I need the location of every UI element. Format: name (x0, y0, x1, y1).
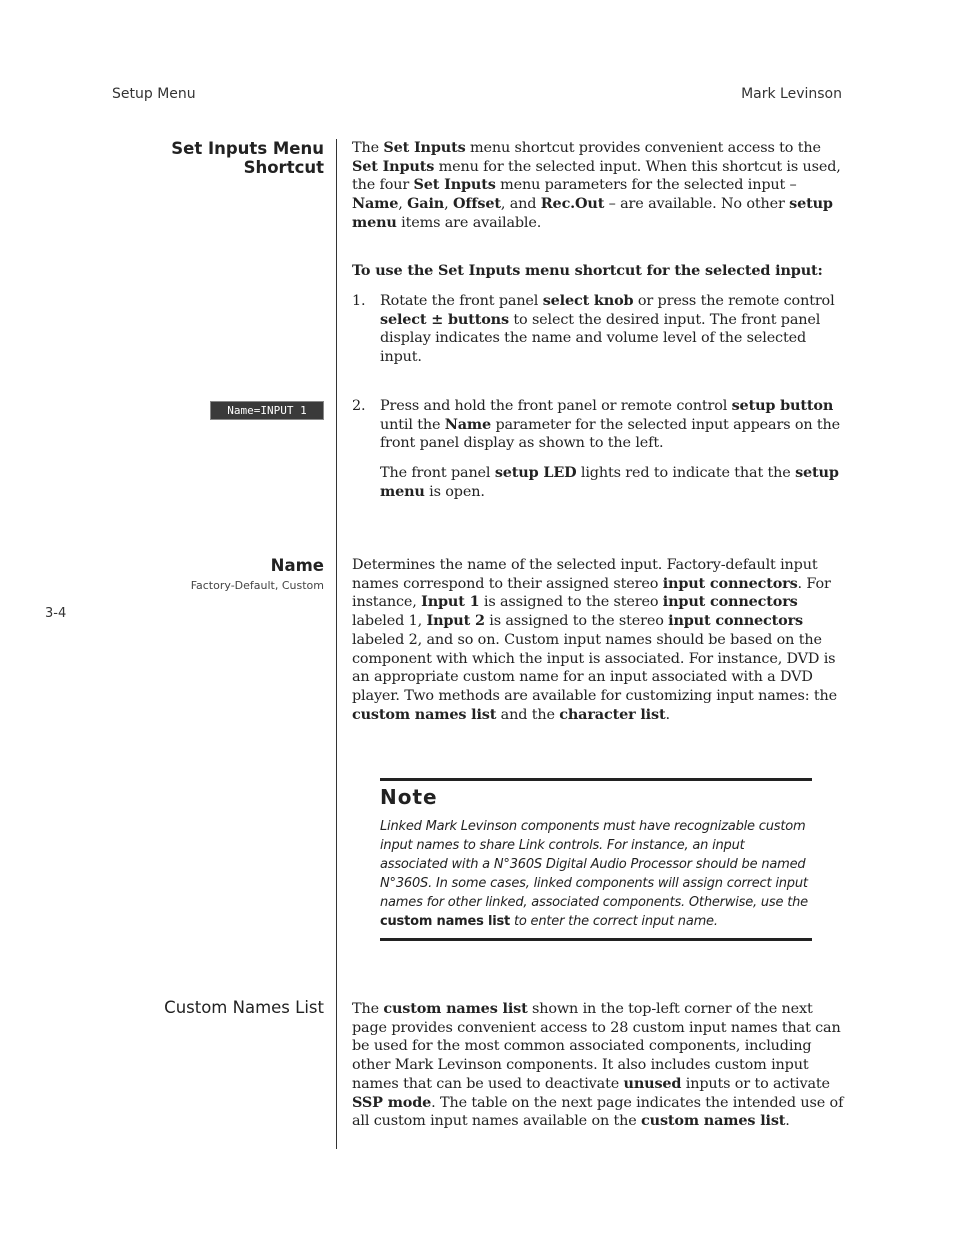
running-header-section: Setup Menu (112, 86, 196, 102)
section-heading-name: Name (270, 556, 324, 575)
step-number: 2. (352, 398, 366, 414)
emphasized-term: setup menu (352, 195, 833, 231)
emphasized-term: setup LED (494, 464, 577, 481)
text-run: is assigned to the stereo (484, 613, 669, 630)
emphasized-term: Name (352, 195, 399, 213)
text-run: Rotate the front panel (380, 293, 543, 309)
text-run: inputs or to activate (681, 1075, 830, 1092)
emphasized-term: input connectors (662, 593, 798, 611)
emphasized-term: setup button (731, 397, 834, 414)
step-number: 1. (352, 293, 366, 309)
text-run: is open. (424, 483, 485, 500)
column-divider (336, 139, 337, 1149)
emphasized-term: Set Inputs (383, 139, 466, 156)
name-description (352, 556, 844, 724)
section-heading-custom-names: Custom Names List (164, 998, 324, 1017)
emphasized-term: Rec.Out (540, 195, 605, 213)
emphasized-term: custom names list (380, 914, 511, 929)
procedure-step-2 (352, 397, 844, 453)
emphasized-term: Set Inputs (413, 176, 496, 194)
emphasized-term: unused (623, 1074, 682, 1092)
text-run: and the (496, 706, 560, 723)
emphasized-term: Offset (452, 195, 501, 213)
emphasized-term: Set Inputs (352, 157, 435, 175)
procedure-step-1 (352, 292, 844, 367)
step-text (380, 397, 844, 453)
text-run: menu for the selected input. When this shortcut is used, the four (352, 158, 841, 194)
running-header-brand: Mark Levinson (741, 86, 842, 102)
text-run: The (352, 140, 384, 156)
page-number: 3-4 (45, 606, 67, 621)
note-title: Note (380, 785, 438, 809)
emphasized-term: input connectors (668, 612, 803, 630)
section-heading-set-inputs (171, 139, 324, 177)
text-run: , and (500, 196, 541, 213)
emphasized-term: Input 2 (426, 612, 485, 630)
text-run: menu parameters for the selected input – (495, 177, 797, 194)
note-text (380, 817, 812, 931)
text-run: Determines the name of the selected input. Factory-default input names correspond to their assigned stereo (352, 557, 818, 592)
text-run: or press the remote control (633, 293, 835, 309)
emphasized-term: SSP mode (352, 1093, 432, 1111)
text-run: lights red to indicate that the (576, 465, 796, 481)
emphasized-term: Name (444, 415, 492, 433)
text-run: to select the desired input. The front panel display indicates the name and volume level of the selected input. (380, 311, 821, 366)
set-inputs-intro (352, 139, 844, 233)
text-run: . The table on the next page indicates the intended use of all custom input names available on the (352, 1094, 844, 1130)
emphasized-term: character list (559, 705, 666, 723)
text-run: . (665, 706, 670, 723)
emphasized-term: select ± buttons (380, 310, 509, 328)
text-run: Linked Mark Levinson components must have recognizable custom input names to share Link controls. For instance, an input associated with a N°360S Digital Audio Processor should be named N°360S. In some cases, linked components will assign correct input names for other linked, associated components. Otherwise, use the (380, 819, 808, 910)
text-run: to enter the correct input name. (510, 914, 718, 929)
custom-names-description (352, 1000, 844, 1131)
text-run: , (398, 196, 408, 213)
text-run: – are available. No other (604, 196, 790, 213)
step-text (380, 292, 844, 367)
heading-line: Shortcut (243, 158, 324, 177)
text-run: menu shortcut provides convenient access to the (465, 140, 821, 156)
text-run: is assigned to the stereo (479, 594, 663, 611)
emphasized-term: Gain (407, 195, 445, 213)
step-2-followup (380, 464, 844, 501)
heading-line: Set Inputs Menu (171, 139, 324, 158)
note-box (380, 778, 812, 941)
section-subheading-name: Factory-Default, Custom (190, 579, 324, 592)
text-run: The (352, 1001, 384, 1017)
text-run: labeled 1, (352, 613, 427, 630)
emphasized-term: custom names list (641, 1112, 786, 1130)
front-panel-display-readout: Name=INPUT 1 (210, 401, 324, 420)
emphasized-term: custom names list (383, 1000, 528, 1017)
text-run: until the (380, 416, 445, 433)
text-run: parameter for the selected input appears on the front panel display as shown to the left. (380, 416, 841, 452)
emphasized-term: setup menu (380, 464, 839, 500)
text-run: . For instance, (352, 575, 831, 611)
emphasized-term: input connectors (662, 574, 798, 592)
procedure-heading: To use the Set Inputs menu shortcut for the selected input: (352, 262, 823, 279)
emphasized-term: Input 1 (421, 593, 480, 611)
text-run: Press and hold the front panel or remote control (380, 398, 732, 414)
text-run: items are available. (396, 214, 542, 231)
text-run: . (785, 1113, 790, 1130)
text-run: shown in the top-left corner of the next page provides convenient access to 28 custom input names that can be used for the most common associated components, including other Mark Levinson components. It also includes custom input names that can be used to deactivate (352, 1001, 841, 1092)
text-run: , (444, 196, 453, 213)
emphasized-term: custom names list (352, 705, 497, 723)
text-run: labeled 2, and so on. Custom input names should be based on the component with which the input is associated. For instance, DVD is an appropriate custom name for an input associated with a DVD player. Two methods are available for customizing input names: the (352, 631, 837, 704)
emphasized-term: select knob (542, 292, 634, 309)
text-run: The front panel (380, 465, 495, 481)
